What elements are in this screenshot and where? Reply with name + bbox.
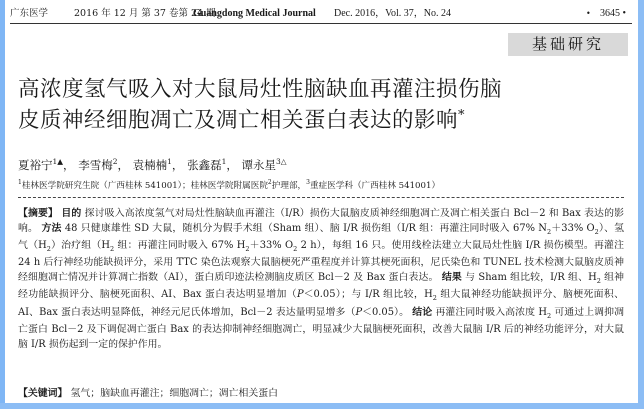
purpose-label: 目的 [61,208,82,219]
title-line-1: 高浓度氢气吸入对大鼠局灶性脑缺血再灌注损伤脑 [18,77,503,102]
methods-text: ＋33% O [249,239,294,251]
results-text: ＜0.05）。 [362,306,410,318]
issue-info-en: Dec. 2016，Vol. 37，No. 24 [334,8,452,19]
keywords-label: 【关键词】 [18,388,68,399]
affiliation-line [18,176,628,190]
page-frame-bottom [0,403,644,409]
article-title [18,74,618,136]
methods-text: 组：再灌注同时吸入 67% H [114,239,246,251]
subscript: 2 [293,244,298,253]
results-text: 组神经功能缺损评分、脑梗死面积、AI、Bax 蛋白表达明显增加（ [18,271,625,301]
abstract-label: 【摘要】 [18,208,59,219]
page-frame-left [0,0,5,409]
author-name: 李雪梅 [78,157,113,172]
author-affiliation-mark: 2 [112,157,118,166]
subscript: 2 [46,244,51,253]
conclusion-text: 再灌注同时吸入高浓度 H [435,306,547,318]
affiliation-mark: 2 [267,179,272,186]
methods-label: 方法 [41,222,62,234]
keywords [18,386,624,402]
subscript: 2 [546,227,552,236]
author-name: 夏裕宁 [18,157,53,172]
author-affiliation-mark: 1▲ [52,157,64,166]
author-name: 袁楠楠 [132,157,168,172]
results-text: 与 Sham 组比较，I/R 组、H [465,271,597,283]
keyword-separator: ； [159,388,170,399]
methods-text: ）治疗组（H [50,239,111,251]
affiliation-text: 桂林医学院研究生院（广西桂林 541001）；桂林医学院附属医院 [21,180,268,191]
author-affiliation-mark: 3△ [276,157,287,166]
results-text: 组大鼠神经功能缺损评分、脑梗死面积、AI、Bax 蛋白表达明显降低，神经元尼氏体增加，Bcl－2 表达量明显增多（ [18,289,625,318]
author-affiliation-mark: 1 [221,157,227,166]
header-rule [10,23,632,24]
keyword: 氢气 [70,388,91,399]
conclusion-label: 结论 [412,306,433,318]
subscript: 2 [110,244,115,253]
author-affiliation-mark: 1 [167,157,172,166]
affiliation-text: 重症医学科（广西桂林 541001） [309,180,441,191]
page-number: 3645 • [600,8,627,19]
section-tag: 基础研究 [508,33,628,56]
subscript: 2 [432,294,437,303]
conclusion-text: 可通过上调抑凋亡蛋白 Bcl－2 及下调促凋亡蛋白 Bax 的表达抑制神经细胞凋亡，明显减少大鼠脑梗死面积，改善大鼠脑 I/R 后的神经功能评分，对大鼠脑 I/R 损伤起到一定的保护作用。 [18,306,624,350]
subscript: 2 [594,227,599,236]
methods-text: 2 h），每组 16 只。使用线栓法建立大鼠局灶性脑 I/R 损伤模型。再灌注 24 h 后行神经功能缺损评分，采用 TTC 染色法观察大鼠脑梗死严重程度并计算其梗死面积，尼氏染色和 TUNEL 技术检测大鼠脑皮质神经细胞凋亡情况并计算凋亡指数（AI），蛋白质印迹法检测脑皮质区 Bcl－2 及 Bax 蛋白表达。 [18,239,624,283]
subscript: 2 [245,244,250,253]
p-value-symbol: P [296,289,304,301]
keyword-separator: ； [90,388,101,399]
author-list: 夏裕宁$^{1▲}$， 李雪梅$^2$， 袁楠楠$^1$， 张鑫磊$^1$， 谭永星$^{3\triangle}$ [18,157,287,172]
results-label: 结果 [441,271,462,283]
affiliation-mark: 3 [306,179,310,186]
affiliation-mark: 1 [18,179,22,186]
author-name: 张鑫磊 [187,157,222,172]
purpose-text: 探讨吸入高浓度氢气对局灶性脑缺血再灌注（I/R）损伤大鼠脑皮质神经细胞凋亡及凋亡相关蛋白 Bcl－2 和 Bax 表达的影响。 [18,208,624,234]
results-text: ＜0.05）；与 I/R 组比较，H [303,289,433,301]
methods-text: ＋33% O [551,222,595,234]
keyword: 脑缺血再灌注 [100,388,160,399]
affiliation-text: 护理部， [271,180,307,191]
p-value-symbol: P [355,306,363,318]
title-footnote-mark: * [458,107,466,123]
keyword-separator: ； [208,388,219,399]
subscript: 2 [546,311,552,320]
journal-name-cn: 广东医学 [10,8,49,19]
abstract [18,207,624,352]
journal-name-en: Guangdong Medical Journal [193,8,316,19]
page-frame-right [638,0,644,409]
subscript: 2 [596,276,601,285]
title-line-2-text: 皮质神经细胞凋亡及凋亡相关蛋白表达的影响 [18,108,459,133]
methods-text: 48 只健康雄性 SD 大鼠，随机分为假手术组（Sham 组）、脑 I/R 损伤组（I/R 组：再灌注同时吸入 67% N [64,222,547,234]
author-name: 谭永星 [241,157,277,172]
keyword: 凋亡相关蛋白 [218,388,279,399]
bullet-icon: • [586,9,591,18]
title-line-2 [18,105,618,136]
running-head [10,6,634,22]
dashed-divider [18,197,624,198]
keyword: 细胞凋亡 [169,388,209,399]
methods-text: ）、氢气（H [18,222,625,251]
issue-info-cn: 2016 年 12 月 第 37 卷第 24 期 [74,8,216,19]
